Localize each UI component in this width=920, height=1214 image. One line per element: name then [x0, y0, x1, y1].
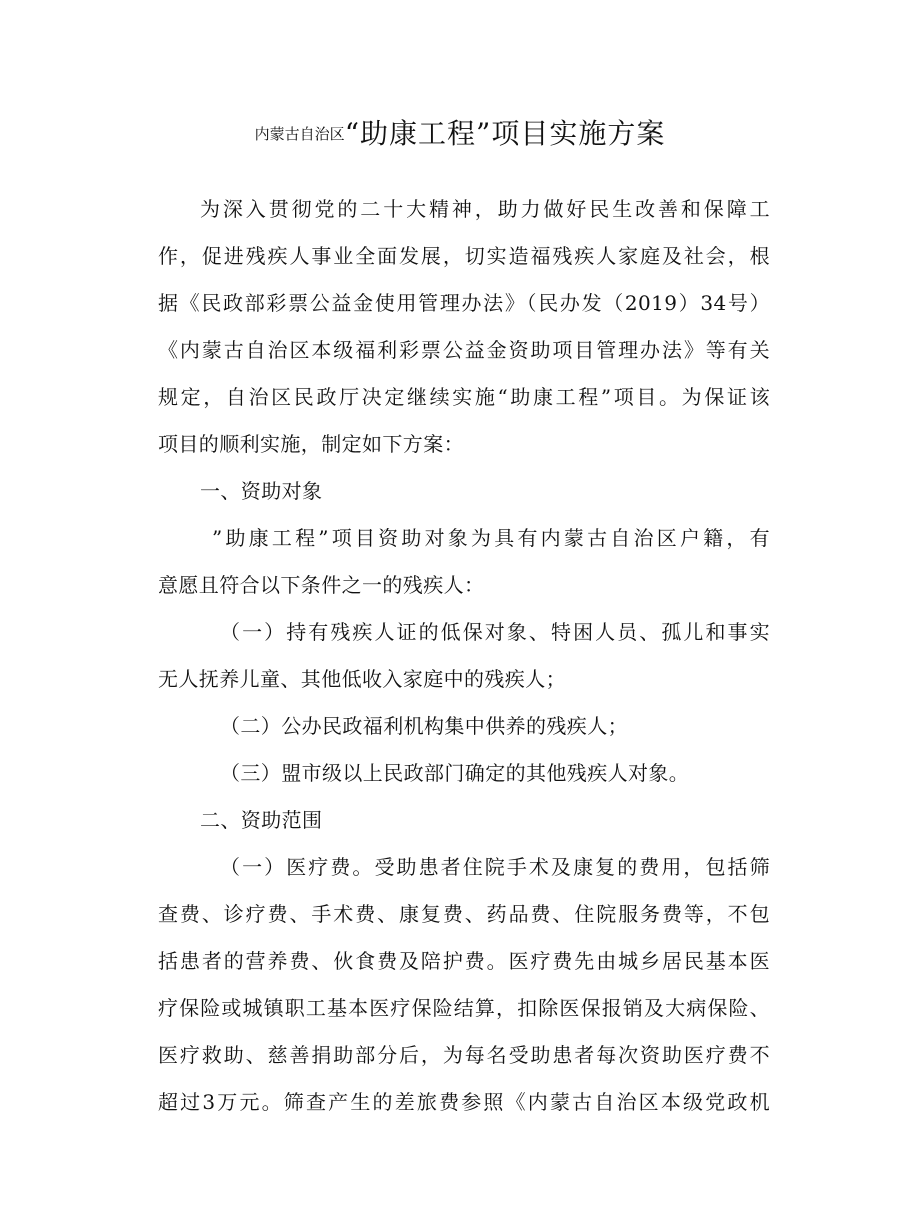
- paragraph-line: 项目的顺利实施，制定如下方案：: [158, 432, 464, 456]
- list-item: （二）公办民政福利机构集中供养的残疾人；: [220, 714, 628, 738]
- paragraph-line: 规定，自治区民政厅决定继续实施“助康工程”项目。为保证该: [158, 385, 770, 409]
- list-item: （三）盟市级以上民政部门确定的其他残疾人对象。: [220, 761, 690, 785]
- paragraph-line: 为深入贯彻党的二十大精神，助力做好民生改善和保障工: [200, 197, 770, 221]
- section-heading: 一、资助对象: [200, 479, 323, 503]
- paragraph-line: 查费、诊疗费、手术费、康复费、药品费、住院服务费等，不包: [158, 902, 770, 926]
- paragraph-line: 意愿且符合以下条件之一的残疾人：: [158, 573, 485, 597]
- section-heading: 二、资助范围: [200, 808, 323, 832]
- paragraph-line: 括患者的营养费、伙食费及陪护费。医疗费先由城乡居民基本医: [158, 949, 770, 973]
- list-item: （一）医疗费。受助患者住院手术及康复的费用，包括筛: [220, 855, 770, 879]
- paragraph-line: 据《民政部彩票公益金使用管理办法》（民办发（2019）34号）: [158, 291, 770, 315]
- paragraph-line: 《内蒙古自治区本级福利彩票公益金资助项目管理办法》等有关: [158, 338, 770, 362]
- paragraph-line: ”助康工程”项目资助对象为具有内蒙古自治区户籍，有: [212, 526, 770, 550]
- paragraph-line: 无人抚养儿童、其他低收入家庭中的残疾人；: [158, 667, 566, 691]
- paragraph-line: 医疗救助、慈善捐助部分后，为每名受助患者每次资助医疗费不: [158, 1043, 770, 1067]
- title-main: “助康工程”项目实施方案: [344, 117, 666, 150]
- list-item: （一）持有残疾人证的低保对象、特困人员、孤儿和事实: [220, 620, 770, 644]
- paragraph-line: 作，促进残疾人事业全面发展，切实造福残疾人家庭及社会，根: [158, 244, 770, 268]
- document-title: [0, 112, 920, 152]
- title-prefix: 内蒙古自治区: [254, 125, 345, 143]
- paragraph-line: 超过3万元。筛查产生的差旅费参照《内蒙古自治区本级党政机: [158, 1090, 770, 1114]
- paragraph-line: 疗保险或城镇职工基本医疗保险结算，扣除医保报销及大病保险、: [158, 996, 770, 1020]
